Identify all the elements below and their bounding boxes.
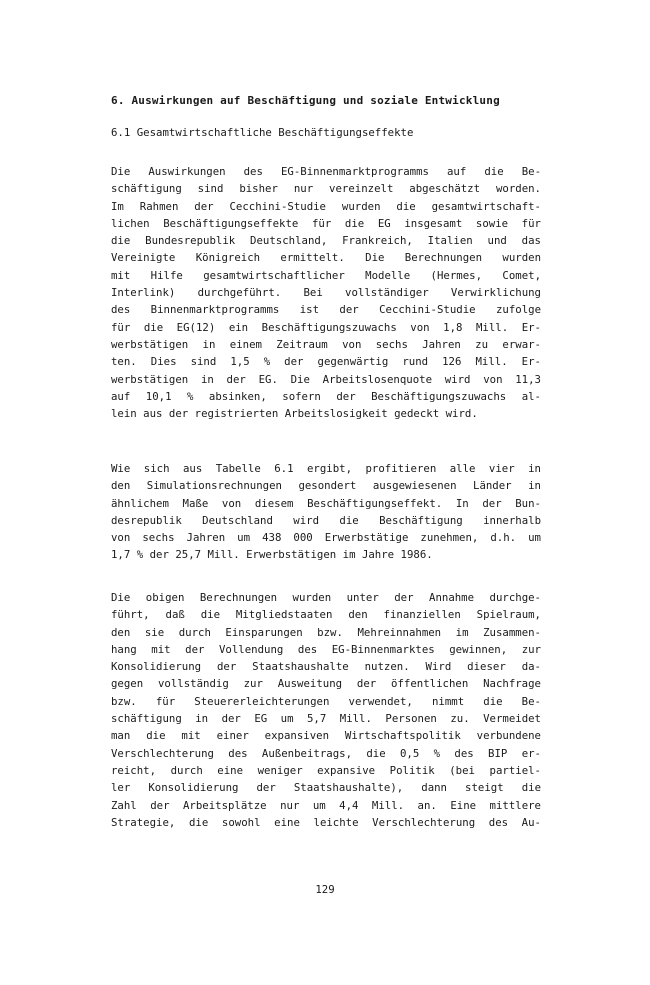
text-line: Interlink) durchgeführt. Bei vollständiger Verwirklichung: [111, 286, 541, 300]
text-line: schäftigung in der EG um 5,7 Mill. Personen zu. Vermeidet: [111, 712, 541, 726]
text-line: werbstätigen in einem Zeitraum von sechs Jahren zu erwar-: [111, 337, 541, 351]
text-line: Die Auswirkungen des EG-Binnenmarktprogramms auf die Be-: [111, 165, 541, 178]
text-line: schäftigung sind bisher nur vereinzelt abgeschätzt worden.: [111, 182, 541, 196]
text-line: von sechs Jahren um 438 000 Erwerbstätige zunehmen, d.h. um: [111, 531, 541, 545]
text-line: ten. Dies sind 1,5 % der gegenwärtig rund 126 Mill. Er-: [111, 355, 541, 369]
text-line: führt, daß die Mitgliedstaaten den finanziellen Spielraum,: [111, 608, 541, 622]
paragraph-3: [111, 589, 541, 831]
text-line: die Bundesrepublik Deutschland, Frankreich, Italien und das: [111, 234, 541, 248]
text-line: Verschlechterung des Außenbeitrags, die 0,5 % des BIP er-: [111, 746, 541, 760]
text-line: Die obigen Berechnungen wurden unter der Annahme durchge-: [111, 591, 541, 604]
text-line: den Simulationsrechnungen gesondert ausgewiesenen Länder in: [111, 479, 541, 493]
text-line: Zahl der Arbeitsplätze nur um 4,4 Mill. an. Eine mittlere: [111, 798, 541, 812]
text-line: des Binnenmarktprogramms ist der Cecchini-Studie zufolge: [111, 303, 541, 317]
text-line: Vereinigte Königreich ermittelt. Die Berechnungen wurden: [111, 251, 541, 265]
text-line: ähnlichem Maße von diesem Beschäftigungseffekt. In der Bun-: [111, 496, 541, 510]
paragraph-1: [111, 163, 541, 422]
page-number: 129: [315, 883, 335, 896]
text-line: desrepublik Deutschland wird die Beschäftigung innerhalb: [111, 513, 541, 527]
text-line: werbstätigen in der EG. Die Arbeitslosenquote wird von 11,3: [111, 372, 541, 386]
paragraph-2: [111, 460, 541, 564]
text-line: man die mit einer expansiven Wirtschaftspolitik verbundene: [111, 729, 541, 743]
text-line: bzw. für Steuererleichterungen verwendet, nimmt die Be-: [111, 694, 541, 708]
text-line: reicht, durch eine weniger expansive Politik (bei partiel-: [111, 763, 541, 777]
text-line: lein aus der registrierten Arbeitslosigkeit gedeckt wird.: [111, 407, 478, 421]
text-line: auf 10,1 % absinken, sofern der Beschäftigungszuwachs al-: [111, 389, 541, 403]
text-line: gegen vollständig zur Ausweitung der öffentlichen Nachfrage: [111, 677, 541, 691]
text-line: 1,7 % der 25,7 Mill. Erwerbstätigen im Jahre 1986.: [111, 548, 433, 562]
section-heading: 6. Auswirkungen auf Beschäftigung und soziale Entwicklung: [111, 94, 500, 107]
text-line: Wie sich aus Tabelle 6.1 ergibt, profitieren alle vier in: [111, 462, 541, 475]
text-line: für die EG(12) ein Beschäftigungszuwachs von 1,8 Mill. Er-: [111, 320, 541, 334]
text-line: ler Konsolidierung der Staatshaushalte), dann steigt die: [111, 781, 541, 795]
text-line: den sie durch Einsparungen bzw. Mehreinnahmen im Zusammen-: [111, 625, 541, 639]
text-line: lichen Beschäftigungseffekte für die EG insgesamt sowie für: [111, 216, 541, 230]
text-line: Konsolidierung der Staatshaushalte nutzen. Wird dieser da-: [111, 660, 541, 674]
text-line: hang mit der Vollendung des EG-Binnenmarktes gewinnen, zur: [111, 642, 541, 656]
text-line: Im Rahmen der Cecchini-Studie wurden die gesamtwirtschaft-: [111, 199, 541, 213]
text-line: mit Hilfe gesamtwirtschaftlicher Modelle (Hermes, Comet,: [111, 268, 541, 282]
subsection-heading: 6.1 Gesamtwirtschaftliche Beschäftigungseffekte: [111, 126, 414, 139]
text-line: Strategie, die sowohl eine leichte Verschlechterung des Au-: [111, 815, 541, 829]
